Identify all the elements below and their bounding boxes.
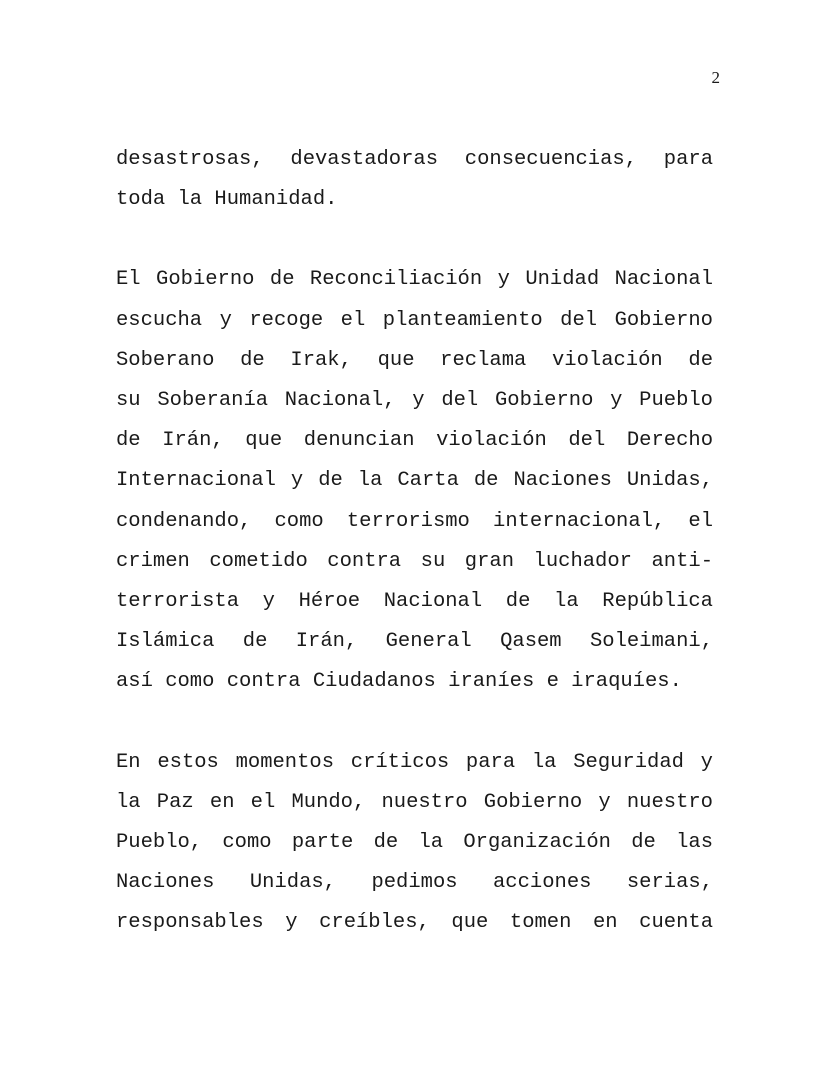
text-line: responsables y creíbles, que tomen en cuenta	[116, 911, 713, 935]
body-text	[116, 140, 713, 944]
page-number: 2	[711, 68, 720, 87]
text-line: Islámica de Irán, General Qasem Soleimani,	[116, 630, 713, 654]
text-line: condenando, como terrorismo internacional, el	[116, 509, 713, 533]
text-line: El Gobierno de Reconciliación y Unidad Nacional	[116, 268, 713, 292]
text-line: Pueblo, como parte de la Organización de las	[116, 831, 713, 855]
text-line: crimen cometido contra su gran luchador anti-	[116, 549, 713, 573]
text-line: desastrosas, devastadoras consecuencias, para	[116, 148, 713, 171]
text-line: su Soberanía Nacional, y del Gobierno y Pueblo	[116, 389, 713, 413]
text-line: escucha y recoge el planteamiento del Gobierno	[116, 308, 713, 332]
text-line: En estos momentos críticos para la Seguridad y	[116, 750, 713, 774]
paragraph-2	[116, 260, 713, 702]
paragraph-1	[116, 140, 713, 220]
paragraph-3	[116, 743, 713, 944]
text-line: la Paz en el Mundo, nuestro Gobierno y nuestro	[116, 790, 713, 814]
text-line: toda la Humanidad.	[116, 188, 338, 212]
text-line: terrorista y Héroe Nacional de la República	[116, 590, 713, 614]
text-line: Naciones Unidas, pedimos acciones serias,	[116, 871, 713, 895]
text-line: Soberano de Irak, que reclama violación de	[116, 348, 713, 372]
text-line: de Irán, que denuncian violación del Derecho	[116, 429, 713, 453]
text-line: así como contra Ciudadanos iraníes e iraquíes.	[116, 670, 682, 694]
text-line: Internacional y de la Carta de Naciones Unidas,	[116, 469, 713, 493]
